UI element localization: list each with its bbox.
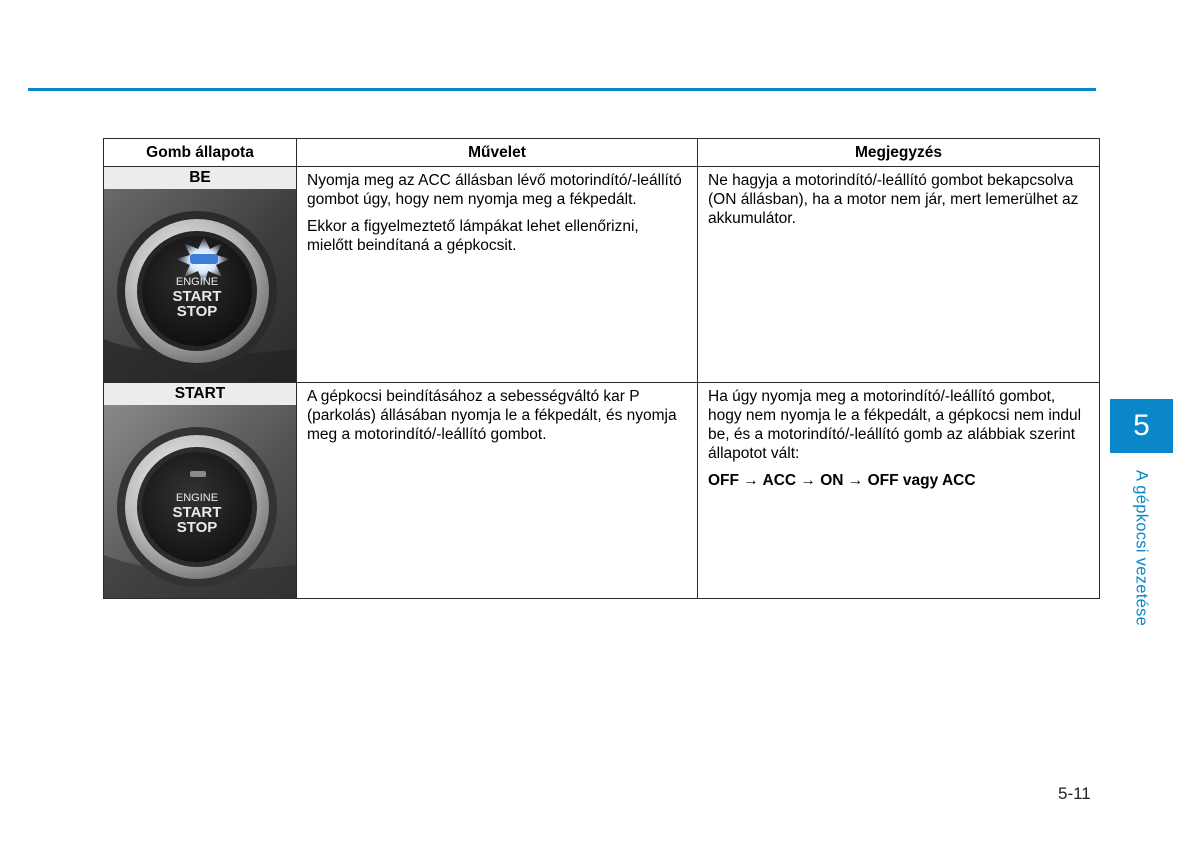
action-paragraph: A gépkocsi beindításához a sebességváltó kar P (parkolás) állásában nyomja le a fékpedált, és nyomja meg a motorindító/-leállító gombot. bbox=[307, 388, 677, 443]
action-paragraph: Ekkor a figyelmeztető lámpákat lehet ellenőrizni, mielőtt beindítaná a gépkocsit. bbox=[307, 218, 639, 254]
chapter-title: A gépkocsi vezetése bbox=[1132, 470, 1151, 627]
note-cell bbox=[698, 167, 1100, 383]
column-header-action: Művelet bbox=[297, 139, 698, 167]
button-engine-text: ENGINE bbox=[175, 276, 219, 288]
chapter-number-tab: 5 bbox=[1110, 399, 1173, 453]
table-row bbox=[104, 383, 1100, 599]
state-label: BE bbox=[104, 167, 296, 189]
button-state-table bbox=[103, 138, 1100, 599]
column-header-note: Megjegyzés bbox=[698, 139, 1100, 167]
state-cell bbox=[104, 383, 297, 599]
button-stop-text: STOP bbox=[176, 303, 218, 320]
table-header-row bbox=[104, 139, 1100, 167]
column-header-state: Gomb állapota bbox=[104, 139, 297, 167]
engine-start-button-on-image bbox=[104, 189, 296, 382]
state-cell bbox=[104, 167, 297, 383]
page-number: 5-11 bbox=[1058, 784, 1091, 803]
header-rule bbox=[28, 88, 1096, 91]
action-paragraph: Nyomja meg az ACC állásban lévő motorindító/-leállító gombot úgy, hogy nem nyomja meg a fékpedált. bbox=[307, 172, 682, 208]
button-engine-text: ENGINE bbox=[175, 492, 219, 504]
action-cell bbox=[297, 383, 698, 599]
button-stop-text: STOP bbox=[176, 519, 218, 536]
state-sequence: OFF → ACC → ON → OFF vagy ACC bbox=[708, 472, 976, 489]
note-cell bbox=[698, 383, 1100, 599]
table-row bbox=[104, 167, 1100, 383]
button-start-text: START bbox=[172, 504, 222, 521]
button-start-text: START bbox=[172, 288, 222, 305]
state-label: START bbox=[104, 383, 296, 405]
note-paragraph: Ha úgy nyomja meg a motorindító/-leállító gombot, hogy nem nyomja le a fékpedált, a gépkocsi nem indul be, és a motorindító/-leállító gomb az alábbiak szerint állapotot vált: bbox=[708, 388, 1082, 462]
engine-start-button-off-image bbox=[104, 405, 296, 598]
action-cell bbox=[297, 167, 698, 383]
note-paragraph: Ne hagyja a motorindító/-leállító gombot bekapcsolva (ON állásban), ha a motor nem jár, mert lemerülhet az akkumulátor. bbox=[708, 172, 1079, 227]
